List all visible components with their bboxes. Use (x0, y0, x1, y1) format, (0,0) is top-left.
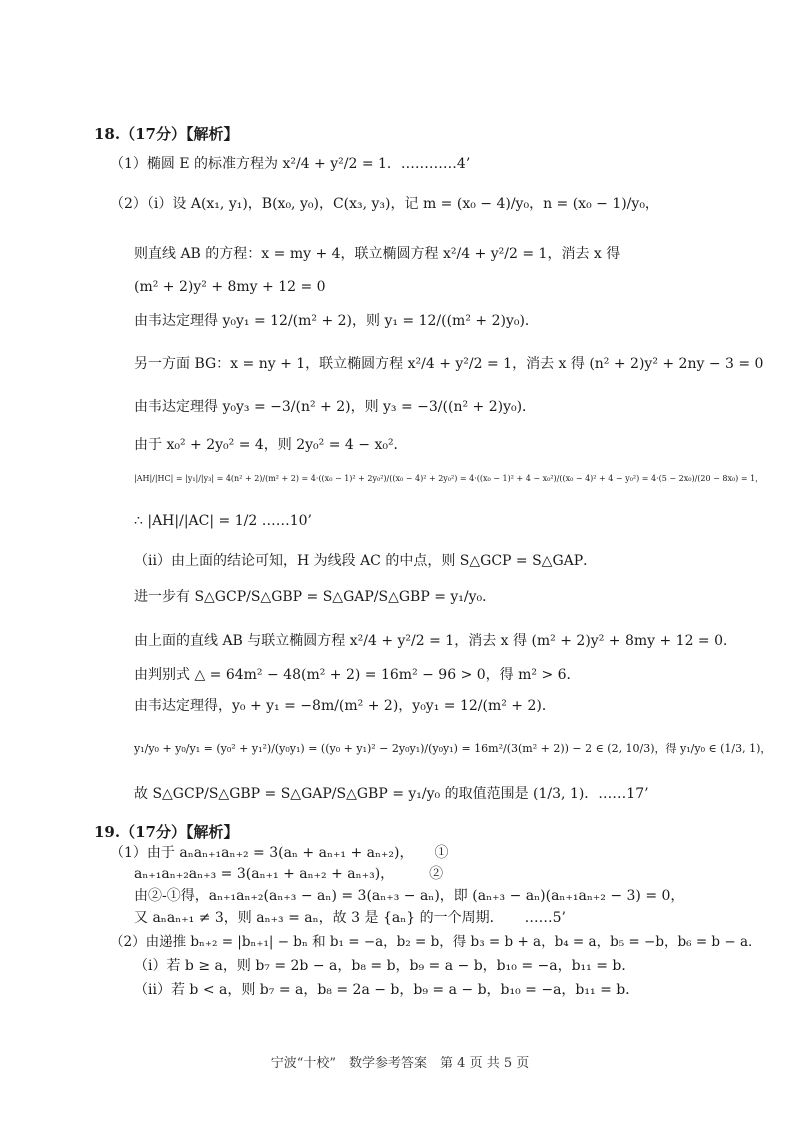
text-line: (m² + 2)y² + 8my + 12 = 0 (134, 279, 326, 295)
text-line: 由上面的直线 AB 与联立椭圆方程 x²/4 + y²/2 = 1，消去 x 得 (m² + 2)y² + 8my + 12 = 0． (134, 633, 738, 649)
text-line: 由于 x₀² + 2y₀² = 4，则 2y₀² = 4 − x₀²． (134, 437, 408, 453)
text-line: （1）由于 aₙaₙ₊₁aₙ₊₂ = 3(aₙ + aₙ₊₁ + aₙ₊₂)， ① (110, 845, 449, 861)
text-line: 又 aₙaₙ₊₁ ≠ 3，则 aₙ₊₃ = aₙ，故 3 是 {aₙ} 的一个周期． ……5’ (134, 910, 566, 926)
text-line: （2）由递推 bₙ₊₂ = |bₙ₊₁| − bₙ 和 b₁ = −a，b₂ = b，得 b₃ = b + a，b₄ = a，b₅ = −b，b₆ = b − a． (110, 934, 762, 950)
text-line: （2）（i）设 A(x₁, y₁)，B(x₀, y₀)，C(x₃, y₃)，记 m = (x₀ − 4)/y₀，n = (x₀ − 1)/y₀， (110, 196, 659, 212)
text-line: 故 S△GCP/S△GBP = S△GAP/S△GBP = y₁/y₀ 的取值范围是 (1/3, 1)．……17’ (134, 786, 649, 802)
text-line: （ii）由上面的结论可知，H 为线段 AC 的中点，则 S△GCP = S△GAP． (134, 553, 598, 569)
text-line: （ii）若 b < a，则 b₇ = a，b₈ = 2a − b，b₉ = a − b，b₁₀ = −a，b₁₁ = b． (134, 982, 640, 998)
text-line: 则直线 AB 的方程：x = my + 4，联立椭圆方程 x²/4 + y²/2 = 1，消去 x 得 (134, 246, 621, 262)
text-line: y₁/y₀ + y₀/y₁ = (y₀² + y₁²)/(y₀y₁) = ((y₀ + y₁)² − 2y₀y₁)/(y₀y₁) = 16m²/(3(m² + 2)) − 2 ∈ (2, 10/3)，得 y₁/y₀ ∈ (1/3, 1)， (134, 742, 772, 755)
text-line: 另一方面 BG：x = ny + 1，联立椭圆方程 x²/4 + y²/2 = 1，消去 x 得 (n² + 2)y² + 2ny − 3 = 0 (134, 356, 764, 372)
text-line: 由判别式 △ = 64m² − 48(m² + 2) = 16m² − 96 > 0，得 m² > 6． (134, 667, 581, 683)
page-footer: 宁波“十校” 数学参考答案 第 4 页 共 5 页 (270, 1056, 530, 1071)
text-line: 由韦达定理得 y₀y₃ = −3/(n² + 2)，则 y₃ = −3/((n² + 2)y₀)． (134, 399, 537, 415)
text-line: （1）椭圆 E 的标准方程为 x²/4 + y²/2 = 1．…………4’ (110, 156, 471, 172)
text-line: 由韦达定理得，y₀ + y₁ = −8m/(m² + 2)，y₀y₁ = 12/(m² + 2)． (134, 698, 556, 714)
text-line: 由韦达定理得 y₀y₁ = 12/(m² + 2)，则 y₁ = 12/((m² + 2)y₀)． (134, 313, 539, 329)
text-line: ∴ |AH|/|AC| = 1/2 ……10’ (134, 513, 312, 529)
text-line: 由②-①得，aₙ₊₁aₙ₊₂(aₙ₊₃ − aₙ) = 3(aₙ₊₃ − aₙ)，即 (aₙ₊₃ − aₙ)(aₙ₊₁aₙ₊₂ − 3) = 0， (134, 888, 685, 904)
text-line: 进一步有 S△GCP/S△GBP = S△GAP/S△GBP = y₁/y₀． (134, 589, 497, 605)
text-line: （i）若 b ≥ a，则 b₇ = 2b − a，b₈ = b，b₉ = a − b，b₁₀ = −a，b₁₁ = b． (134, 958, 636, 974)
text-line: 19.（17分）【解析】 (94, 823, 239, 841)
text-line: aₙ₊₁aₙ₊₂aₙ₊₃ = 3(aₙ₊₁ + aₙ₊₂ + aₙ₊₃)， ② (134, 866, 444, 882)
text-line: 18.（17分）【解析】 (94, 125, 239, 143)
text-line: |AH|/|HC| = |y₁|/|y₃| = 4(n² + 2)/(m² + 2) = 4·((x₀ − 1)² + 2y₀²)/((x₀ − 4)² + 2y₀²) = 4·((x₀ − 1)² + 4 − x₀²)/((x₀ − 4)² + 4 − y₀²) = 4·(5 − 2x₀)/(20 − 8x₀) = 1， (134, 474, 764, 483)
